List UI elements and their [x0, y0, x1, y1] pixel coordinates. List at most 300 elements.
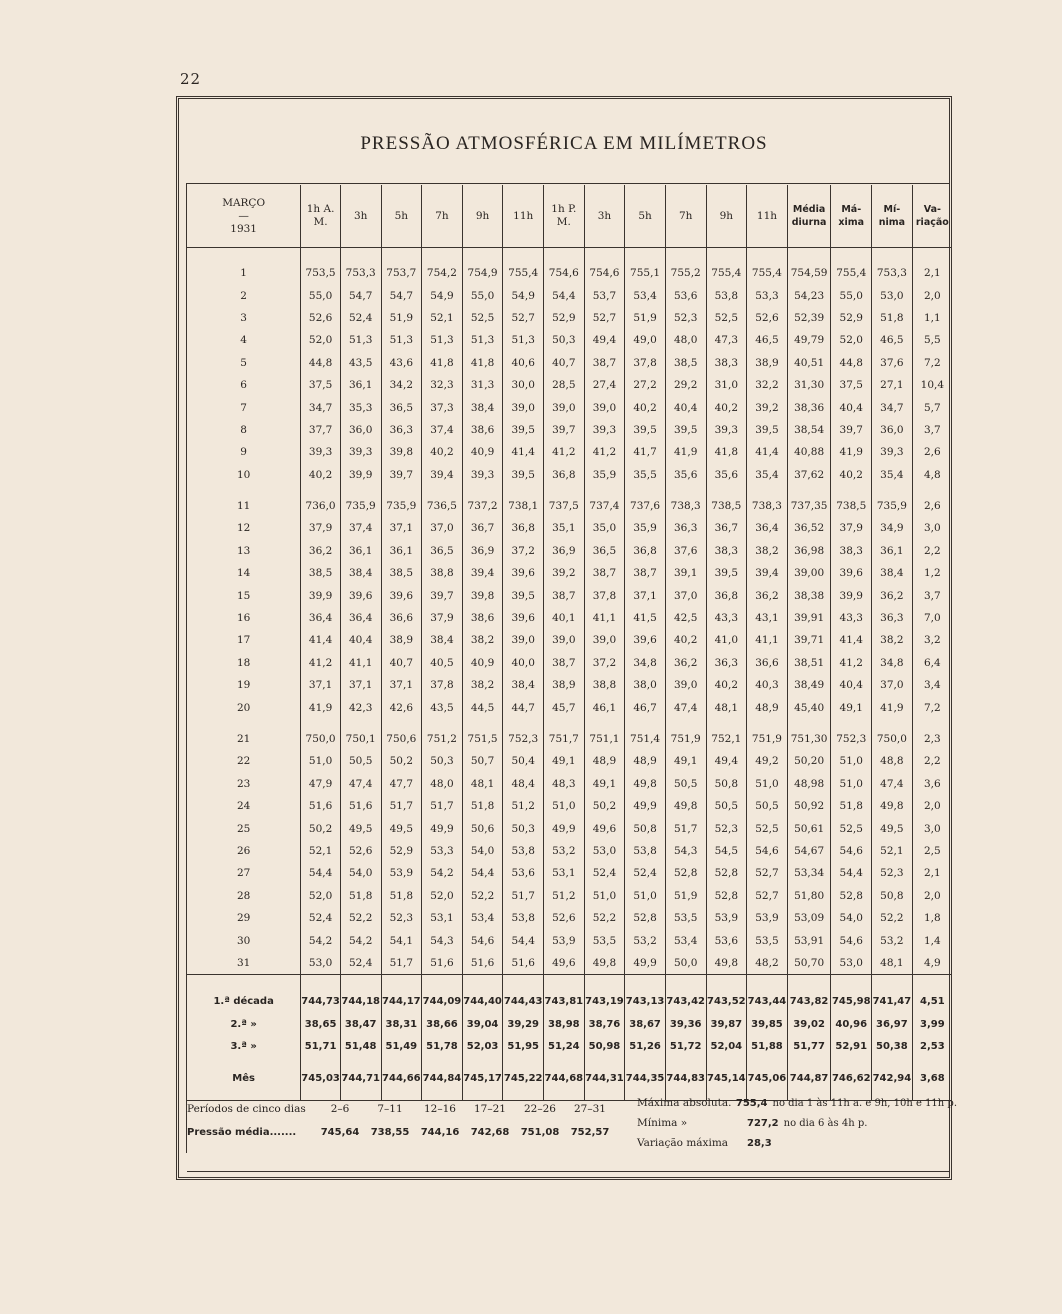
- value-cell: 52,0: [831, 329, 872, 351]
- value-cell: 38,2: [462, 674, 503, 696]
- value-cell: 36,5: [381, 396, 422, 418]
- value-cell: 52,8: [706, 885, 747, 907]
- value-cell: 54,4: [462, 862, 503, 884]
- pressure-mean-row: [187, 1127, 627, 1151]
- value-cell: 40,51: [787, 352, 831, 374]
- spacer-cell: [544, 719, 585, 728]
- value-cell: 51,7: [381, 952, 422, 975]
- value-cell: 54,5: [706, 840, 747, 862]
- value-cell: 53,0: [831, 952, 872, 975]
- value-cell: 53,9: [381, 862, 422, 884]
- value-cell: 53,5: [584, 929, 625, 951]
- value-cell: 744,66: [381, 1068, 422, 1091]
- spacer-cell: [625, 248, 666, 263]
- spacer-cell: [301, 1090, 341, 1101]
- value-cell: 49,0: [625, 329, 666, 351]
- value-cell: 51,3: [340, 329, 381, 351]
- value-cell: 39,3: [872, 441, 913, 463]
- spacer-cell: [503, 1090, 544, 1101]
- spacer-cell: [747, 719, 788, 728]
- spacer-cell: [381, 719, 422, 728]
- value-cell: 53,9: [747, 907, 788, 929]
- value-cell: 46,5: [747, 329, 788, 351]
- value-cell: 38,98: [544, 1014, 585, 1037]
- day-row: [187, 696, 952, 718]
- day-row: [187, 629, 952, 651]
- value-cell: 37,6: [665, 540, 706, 562]
- value-cell: 35,9: [625, 517, 666, 539]
- value-cell: 52,2: [872, 907, 913, 929]
- value-cell: 39,6: [381, 584, 422, 606]
- value-cell: 735,9: [872, 495, 913, 517]
- value-cell: 44,8: [301, 352, 341, 374]
- value-cell: 36,2: [665, 652, 706, 674]
- value-cell: 34,8: [872, 652, 913, 674]
- spacer-cell: [340, 1090, 381, 1101]
- value-cell: 36,9: [544, 540, 585, 562]
- value-cell: 54,0: [340, 862, 381, 884]
- value-cell: 52,91: [831, 1036, 872, 1059]
- decade-row: [187, 1036, 952, 1059]
- day-cell: 8: [240, 423, 247, 436]
- hour-header: 1h A. M.: [301, 185, 341, 248]
- hour-header: 7h: [665, 185, 706, 248]
- value-cell: 41,2: [301, 652, 341, 674]
- value-cell: 741,47: [872, 991, 913, 1014]
- spacer-cell: [625, 719, 666, 728]
- spacer-cell: [872, 486, 913, 495]
- value-cell: 40,88: [787, 441, 831, 463]
- value-cell: 39,3: [706, 419, 747, 441]
- spacer-cell: [584, 248, 625, 263]
- spacer-cell: [462, 486, 503, 495]
- day-cell: 27: [236, 867, 251, 880]
- day-cell: 19: [236, 679, 251, 692]
- value-cell: 34,9: [872, 517, 913, 539]
- value-cell: 52,03: [462, 1036, 503, 1059]
- value-cell: 52,0: [301, 329, 341, 351]
- min-absolute-value: 727,2: [747, 1118, 779, 1129]
- spacer-cell: [301, 486, 341, 495]
- value-cell: 54,2: [422, 862, 463, 884]
- value-cell: 750,6: [381, 728, 422, 750]
- value-cell: 40,4: [340, 629, 381, 651]
- max-variation-value: 28,3: [747, 1138, 772, 1149]
- spacer-cell: [503, 975, 544, 992]
- value-cell: 38,0: [625, 674, 666, 696]
- value-cell: 54,9: [422, 284, 463, 306]
- value-cell: 30,0: [503, 374, 544, 396]
- value-cell: 38,38: [787, 584, 831, 606]
- value-cell: 37,7: [301, 419, 341, 441]
- value-cell: 38,65: [301, 1014, 341, 1037]
- value-cell: 39,4: [747, 562, 788, 584]
- value-cell: 39,4: [462, 562, 503, 584]
- value-cell: 746,62: [831, 1068, 872, 1091]
- value-cell: 53,2: [625, 929, 666, 951]
- value-cell: 52,3: [665, 307, 706, 329]
- max-absolute-row: [637, 1097, 957, 1117]
- value-cell: 38,51: [787, 652, 831, 674]
- extremes-block: [637, 1097, 957, 1157]
- value-cell: 39,2: [747, 396, 788, 418]
- pressure-mean-value: 745,64: [320, 1127, 360, 1138]
- value-cell: 2,53: [912, 1036, 952, 1059]
- value-cell: 39,00: [787, 562, 831, 584]
- value-cell: 743,52: [706, 991, 747, 1014]
- value-cell: 53,91: [787, 929, 831, 951]
- bottom-divider: [187, 1171, 949, 1172]
- value-cell: 39,0: [584, 396, 625, 418]
- value-cell: 48,9: [625, 750, 666, 772]
- value-cell: 50,5: [665, 773, 706, 795]
- value-cell: 54,1: [381, 929, 422, 951]
- value-cell: 32,2: [747, 374, 788, 396]
- day-cell: 5: [240, 356, 247, 369]
- value-cell: 52,2: [584, 907, 625, 929]
- spacer-cell: [301, 248, 341, 263]
- value-cell: 37,9: [831, 517, 872, 539]
- day-row: [187, 584, 952, 606]
- value-cell: 50,2: [301, 817, 341, 839]
- day-row: [187, 952, 952, 975]
- value-cell: 38,8: [584, 674, 625, 696]
- pressure-table: [187, 185, 952, 1101]
- value-cell: 54,6: [831, 840, 872, 862]
- value-cell: 38,31: [381, 1014, 422, 1037]
- value-cell: 3,7: [912, 584, 952, 606]
- value-cell: 37,0: [665, 584, 706, 606]
- value-cell: 755,4: [503, 262, 544, 284]
- day-cell: 6: [240, 379, 247, 392]
- value-cell: 51,2: [544, 885, 585, 907]
- value-cell: 744,31: [584, 1068, 625, 1091]
- month-label: Mês: [232, 1072, 255, 1084]
- value-cell: 744,35: [625, 1068, 666, 1091]
- value-cell: 39,6: [503, 562, 544, 584]
- hour-header: 9h: [462, 185, 503, 248]
- value-cell: 36,8: [503, 517, 544, 539]
- value-cell: 4,8: [912, 464, 952, 486]
- day-cell: 22: [236, 755, 251, 768]
- spacer-cell: [665, 719, 706, 728]
- value-cell: 34,8: [625, 652, 666, 674]
- value-cell: 52,6: [340, 840, 381, 862]
- day-cell: 13: [236, 544, 251, 557]
- value-cell: 38,49: [787, 674, 831, 696]
- spacer-cell: [747, 975, 788, 992]
- value-cell: 52,0: [301, 885, 341, 907]
- pressure-mean-value: 738,55: [370, 1127, 410, 1138]
- value-cell: 755,4: [831, 262, 872, 284]
- spacer-cell: [462, 1059, 503, 1068]
- spacer-cell: [381, 975, 422, 992]
- value-cell: 39,5: [665, 419, 706, 441]
- value-cell: 52,6: [544, 907, 585, 929]
- day-row: [187, 419, 952, 441]
- value-cell: 49,1: [584, 773, 625, 795]
- value-cell: 38,4: [872, 562, 913, 584]
- day-row: [187, 352, 952, 374]
- day-cell: 21: [236, 733, 251, 745]
- value-cell: 45,7: [544, 696, 585, 718]
- value-cell: 38,36: [787, 396, 831, 418]
- value-cell: 41,4: [301, 629, 341, 651]
- value-cell: 38,54: [787, 419, 831, 441]
- day-cell: 24: [236, 800, 251, 813]
- value-cell: 753,3: [872, 262, 913, 284]
- value-cell: 50,8: [872, 885, 913, 907]
- value-cell: 51,24: [544, 1036, 585, 1059]
- value-cell: 44,8: [831, 352, 872, 374]
- spacer-row: [187, 486, 952, 495]
- value-cell: 39,6: [503, 607, 544, 629]
- value-cell: 751,5: [462, 728, 503, 750]
- day-cell: 26: [236, 844, 251, 857]
- value-cell: 4,51: [912, 991, 952, 1014]
- value-cell: 55,0: [831, 284, 872, 306]
- value-cell: 37,2: [584, 652, 625, 674]
- value-cell: 42,6: [381, 696, 422, 718]
- value-cell: 39,5: [503, 584, 544, 606]
- value-cell: 39,9: [340, 464, 381, 486]
- value-cell: 54,0: [831, 907, 872, 929]
- day-row: [187, 562, 952, 584]
- value-cell: 38,67: [625, 1014, 666, 1037]
- spacer-cell: [187, 975, 301, 992]
- value-cell: 37,1: [381, 517, 422, 539]
- value-cell: 737,2: [462, 495, 503, 517]
- value-cell: 54,7: [340, 284, 381, 306]
- day-cell: 3: [240, 311, 247, 324]
- value-cell: 47,3: [706, 329, 747, 351]
- day-row: [187, 929, 952, 951]
- day-cell: 12: [236, 522, 251, 535]
- page-number: 22: [180, 70, 202, 88]
- value-cell: 50,0: [665, 952, 706, 975]
- spacer-cell: [381, 486, 422, 495]
- day-row: [187, 862, 952, 884]
- value-cell: 40,7: [381, 652, 422, 674]
- value-cell: 52,04: [706, 1036, 747, 1059]
- value-cell: 38,4: [462, 396, 503, 418]
- value-cell: 55,0: [462, 284, 503, 306]
- day-row: [187, 907, 952, 929]
- value-cell: 54,9: [503, 284, 544, 306]
- value-cell: 750,1: [340, 728, 381, 750]
- value-cell: 49,8: [665, 795, 706, 817]
- value-cell: 50,7: [462, 750, 503, 772]
- value-cell: 38,2: [747, 540, 788, 562]
- day-cell: 1: [240, 267, 247, 280]
- value-cell: 38,3: [706, 352, 747, 374]
- spacer-cell: [340, 486, 381, 495]
- value-cell: 39,91: [787, 607, 831, 629]
- value-cell: 752,3: [831, 728, 872, 750]
- value-cell: 35,5: [625, 464, 666, 486]
- value-cell: 39,3: [462, 464, 503, 486]
- value-cell: 38,7: [544, 584, 585, 606]
- value-cell: 43,3: [706, 607, 747, 629]
- value-cell: 31,30: [787, 374, 831, 396]
- value-cell: 52,8: [831, 885, 872, 907]
- value-cell: 39,1: [665, 562, 706, 584]
- value-cell: 48,1: [706, 696, 747, 718]
- pressure-mean-value: 742,68: [470, 1127, 510, 1138]
- value-cell: 52,9: [831, 307, 872, 329]
- value-cell: 51,6: [462, 952, 503, 975]
- value-cell: 51,0: [747, 773, 788, 795]
- value-cell: 51,8: [340, 885, 381, 907]
- value-cell: 745,03: [301, 1068, 341, 1091]
- value-cell: 2,6: [912, 495, 952, 517]
- value-cell: 751,9: [665, 728, 706, 750]
- value-cell: 744,18: [340, 991, 381, 1014]
- value-cell: 52,9: [544, 307, 585, 329]
- value-cell: 38,6: [462, 607, 503, 629]
- value-cell: 36,0: [872, 419, 913, 441]
- value-cell: 36,9: [462, 540, 503, 562]
- value-cell: 52,4: [301, 907, 341, 929]
- spacer-cell: [706, 975, 747, 992]
- day-row: [187, 540, 952, 562]
- value-cell: 49,2: [747, 750, 788, 772]
- value-cell: 745,06: [747, 1068, 788, 1091]
- value-cell: 50,8: [625, 817, 666, 839]
- value-cell: 738,1: [503, 495, 544, 517]
- max-variation-label: Variação máxima: [637, 1137, 729, 1149]
- value-cell: 37,5: [831, 374, 872, 396]
- spacer-cell: [787, 975, 831, 992]
- value-cell: 53,5: [665, 907, 706, 929]
- value-cell: 41,9: [665, 441, 706, 463]
- value-cell: 51,88: [747, 1036, 788, 1059]
- value-cell: 52,8: [706, 862, 747, 884]
- value-cell: 52,1: [872, 840, 913, 862]
- spacer-cell: [706, 248, 747, 263]
- value-cell: 36,8: [625, 540, 666, 562]
- spacer-cell: [187, 248, 301, 263]
- value-cell: 39,0: [665, 674, 706, 696]
- value-cell: 49,9: [422, 817, 463, 839]
- value-cell: 49,8: [872, 795, 913, 817]
- value-cell: 54,4: [301, 862, 341, 884]
- value-cell: 35,3: [340, 396, 381, 418]
- day-row: [187, 517, 952, 539]
- pressure-mean-value: 744,16: [420, 1127, 460, 1138]
- value-cell: 37,0: [422, 517, 463, 539]
- value-cell: 36,2: [301, 540, 341, 562]
- spacer-cell: [422, 248, 463, 263]
- value-cell: 38,7: [544, 652, 585, 674]
- spacer-cell: [872, 1059, 913, 1068]
- value-cell: 41,1: [747, 629, 788, 651]
- value-cell: 754,6: [544, 262, 585, 284]
- day-row: [187, 262, 952, 284]
- value-cell: 3,0: [912, 517, 952, 539]
- value-cell: 39,6: [625, 629, 666, 651]
- value-cell: 51,72: [665, 1036, 706, 1059]
- value-cell: 49,79: [787, 329, 831, 351]
- value-cell: 41,7: [625, 441, 666, 463]
- value-cell: 53,8: [706, 284, 747, 306]
- spacer-cell: [503, 1059, 544, 1068]
- value-cell: 36,2: [747, 584, 788, 606]
- value-cell: 54,3: [665, 840, 706, 862]
- value-cell: 38,47: [340, 1014, 381, 1037]
- minima-header: Mí- nima: [872, 185, 913, 248]
- day-cell: 11: [236, 500, 251, 513]
- value-cell: 3,2: [912, 629, 952, 651]
- value-cell: 743,19: [584, 991, 625, 1014]
- spacer-row: [187, 719, 952, 728]
- value-cell: 50,92: [787, 795, 831, 817]
- value-cell: 41,9: [301, 696, 341, 718]
- value-cell: 744,43: [503, 991, 544, 1014]
- value-cell: 3,68: [912, 1068, 952, 1091]
- spacer-cell: [381, 1090, 422, 1101]
- value-cell: 51,0: [544, 795, 585, 817]
- day-cell: 9: [240, 446, 247, 459]
- pressure-mean-value: 751,08: [520, 1127, 560, 1138]
- value-cell: 745,14: [706, 1068, 747, 1091]
- spacer-cell: [340, 1059, 381, 1068]
- value-cell: 31,0: [706, 374, 747, 396]
- value-cell: 51,7: [422, 795, 463, 817]
- value-cell: 40,2: [625, 396, 666, 418]
- value-cell: 39,0: [584, 629, 625, 651]
- value-cell: 49,1: [665, 750, 706, 772]
- value-cell: 51,2: [503, 795, 544, 817]
- value-cell: 48,0: [665, 329, 706, 351]
- value-cell: 35,4: [747, 464, 788, 486]
- value-cell: 1,1: [912, 307, 952, 329]
- value-cell: 41,4: [831, 629, 872, 651]
- value-cell: 42,5: [665, 607, 706, 629]
- value-cell: 754,2: [422, 262, 463, 284]
- month-label: MARÇO: [222, 196, 266, 209]
- value-cell: 51,7: [381, 795, 422, 817]
- value-cell: 50,2: [381, 750, 422, 772]
- value-cell: 49,9: [625, 952, 666, 975]
- spacer-cell: [503, 719, 544, 728]
- value-cell: 36,97: [872, 1014, 913, 1037]
- value-cell: 5,5: [912, 329, 952, 351]
- value-cell: 51,3: [503, 329, 544, 351]
- spacer-cell: [872, 719, 913, 728]
- value-cell: 52,4: [340, 307, 381, 329]
- value-cell: 36,8: [706, 584, 747, 606]
- value-cell: 37,8: [422, 674, 463, 696]
- value-cell: 744,68: [544, 1068, 585, 1091]
- value-cell: 41,9: [872, 696, 913, 718]
- day-cell: 23: [236, 777, 251, 790]
- value-cell: 744,40: [462, 991, 503, 1014]
- month-header: [187, 185, 301, 248]
- value-cell: 37,2: [503, 540, 544, 562]
- value-cell: 34,7: [872, 396, 913, 418]
- value-cell: 39,29: [503, 1014, 544, 1037]
- maxima-header: Má- xima: [831, 185, 872, 248]
- spacer-cell: [747, 486, 788, 495]
- value-cell: 52,8: [665, 862, 706, 884]
- value-cell: 2,1: [912, 862, 952, 884]
- value-cell: 44,5: [462, 696, 503, 718]
- day-cell: 31: [236, 956, 251, 969]
- spacer-cell: [747, 248, 788, 263]
- value-cell: 37,4: [340, 517, 381, 539]
- spacer-cell: [340, 719, 381, 728]
